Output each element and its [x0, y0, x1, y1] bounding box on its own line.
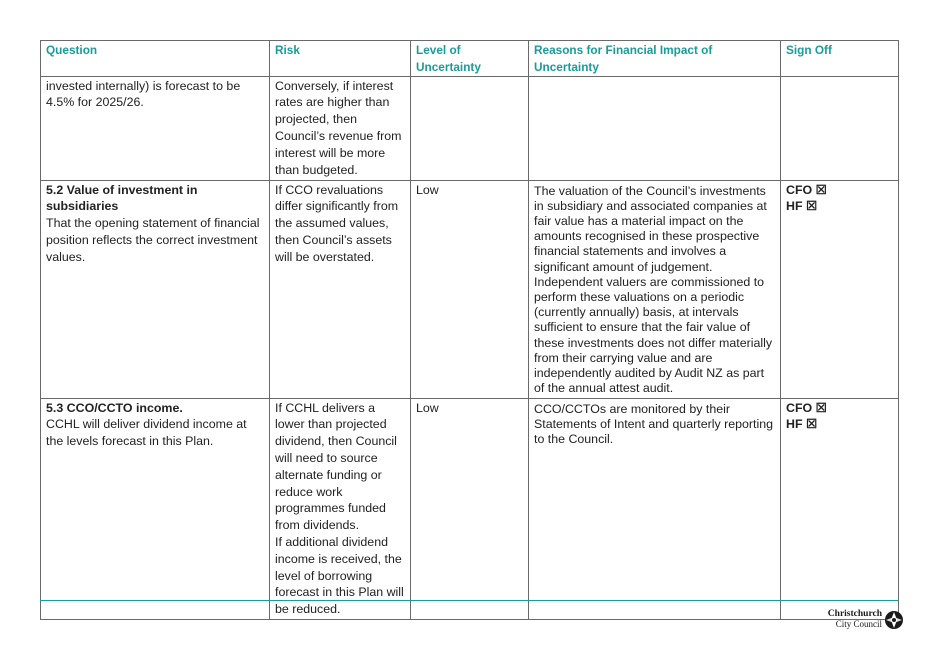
question-cell	[41, 180, 270, 398]
table-row	[41, 76, 899, 180]
uncertainty-cell	[411, 76, 529, 180]
table-header-row	[41, 41, 899, 77]
risk-text: Conversely, if interest rates are higher than projected, then Council’s revenue from interest will be more than budgeted.	[275, 78, 402, 177]
uncertainty-cell	[411, 398, 529, 619]
reasons-cell	[529, 76, 781, 180]
risk-text-secondary: If additional dividend income is received, the level of borrowing forecast in this Plan will be reduced.	[275, 534, 404, 617]
question-body: CCHL will deliver dividend income at the levels forecast in this Plan.	[46, 417, 247, 449]
header-reasons: Reasons for Financial Impact of Uncertainty	[529, 41, 781, 77]
logo-wordmark	[824, 609, 882, 629]
signoff-cell	[781, 180, 899, 398]
question-cell	[41, 398, 270, 619]
question-cell	[41, 76, 270, 180]
signoff-cfo: CFO ☒	[786, 182, 827, 197]
question-body: That the opening statement of financial position reflects the correct investment values.	[46, 216, 260, 264]
header-signoff: Sign Off	[781, 41, 899, 77]
risk-text: If CCO revaluations differ significantly from the assumed values, then Council’s assets will be overstated.	[275, 182, 399, 264]
signoff-cell	[781, 76, 899, 180]
reasons-text: CCO/CCTOs are monitored by their Statements of Intent and quarterly reporting to the Council.	[534, 401, 774, 446]
uncertainty-table-container	[40, 40, 898, 620]
signoff-hf: HF ☒	[786, 417, 818, 432]
risk-cell	[270, 180, 411, 398]
logo-line-2: City Council	[835, 619, 882, 629]
header-question: Question	[41, 41, 270, 77]
table-row	[41, 398, 899, 619]
question-title: 5.2 Value of investment in subsidiaries	[46, 182, 198, 214]
signoff-hf: HF ☒	[786, 199, 818, 214]
footer-divider	[40, 600, 898, 601]
risk-cell	[270, 398, 411, 619]
reasons-cell	[529, 180, 781, 398]
question-title: 5.3 CCO/CCTO income.	[46, 400, 183, 415]
risk-cell	[270, 76, 411, 180]
risk-text: If CCHL delivers a lower than projected dividend, then Council will need to source alternate funding or reduce work programmes funded from dividends.	[275, 400, 397, 533]
logo-line-1: Christchurch	[827, 609, 882, 619]
council-logo	[824, 609, 904, 631]
signoff-cfo: CFO ☒	[786, 400, 827, 415]
uncertainty-table	[40, 40, 899, 620]
uncertainty-text: Low	[416, 182, 439, 197]
uncertainty-cell	[411, 180, 529, 398]
reasons-cell	[529, 398, 781, 619]
signoff-cell	[781, 398, 899, 619]
header-risk: Risk	[270, 41, 411, 77]
uncertainty-text: Low	[416, 400, 439, 415]
table-row	[41, 180, 899, 398]
header-uncertainty: Level of Uncertainty	[411, 41, 529, 77]
question-body: invested internally) is forecast to be 4.5% for 2025/26.	[46, 78, 241, 110]
reasons-text: The valuation of the Council’s investments in subsidiary and associated companies at fair value has a material impact on the amounts recognised in these prospective financial statements and involves a significant amount of judgement. Independent valuers are commissioned to perform these valuations on a periodic (currently annually) basis, at intervals sufficient to ensure that the fair value of these investments does not differ materially from their carrying value and are independently audited by Audit NZ as part of the annual attest audit.	[534, 183, 773, 396]
council-emblem-icon	[884, 610, 904, 630]
